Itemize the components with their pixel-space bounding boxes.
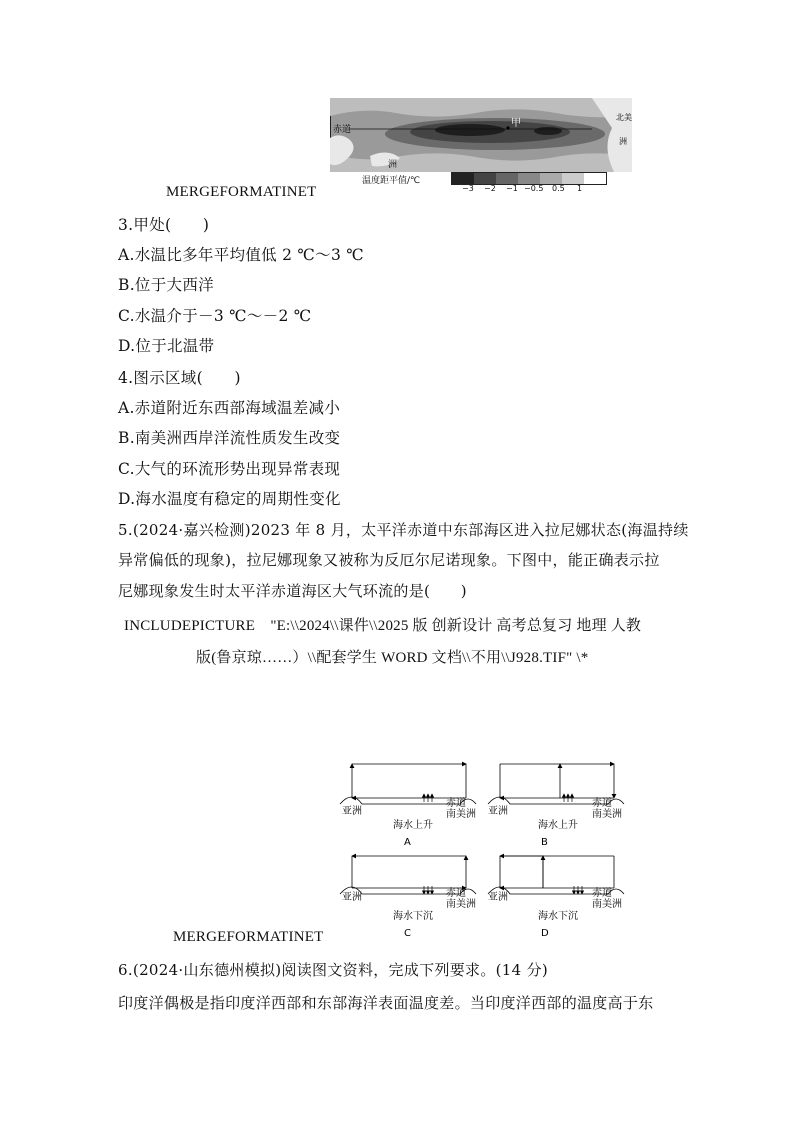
diagram-a-right-label-2: 南美洲	[446, 809, 476, 820]
q5-line-1: 5.(2024·嘉兴检测)2023 年 8 月，太平洋赤道中东部海区进入拉尼娜状态(海温持续	[118, 521, 689, 539]
q4-option-b: B.南美洲西岸洋流性质发生改变	[118, 429, 341, 447]
legend-tick: 0.5	[552, 184, 565, 193]
label-jia: 甲	[511, 118, 521, 129]
anomaly-core-east	[534, 127, 562, 135]
diagram-a-water: 海水上升	[393, 820, 433, 831]
q4-stem: 4.图示区域( )	[118, 369, 241, 387]
legend-swatch	[584, 173, 606, 184]
merge-format-field-1: MERGEFORMATINET	[166, 184, 317, 200]
sst-anomaly-map	[330, 98, 632, 172]
diagram-b-right-label-1: 赤道	[592, 798, 612, 809]
q5-line-3: 尼娜现象发生时太平洋赤道海区大气环流的是( )	[118, 582, 467, 600]
diagram-d-right-label-2: 南美洲	[592, 899, 622, 910]
diagram-c-right-label-2: 南美洲	[446, 899, 476, 910]
legend-title: 温度距平值/℃	[362, 176, 421, 186]
diagram-b-water: 海水上升	[538, 820, 578, 831]
include-picture-line-2: 版(鲁京琼……）\\配套学生 WORD 文档\\不用\\J928.TIF" \*	[196, 650, 589, 666]
anomaly-core-west	[435, 124, 505, 136]
diagram-c-right-label-1: 赤道	[446, 888, 466, 899]
legend-tick: −3	[462, 184, 474, 193]
q5-line-2: 异常偏低的现象)，拉尼娜现象又被称为反厄尔尼诺现象。下图中，能正确表示拉	[118, 551, 660, 569]
circulation-diagrams	[338, 758, 638, 948]
include-picture-line-1: INCLUDEPICTURE "E:\\2024\\课件\\2025 版 创新设计 高考总复习 地理 人教	[124, 618, 642, 634]
label-north-america-1: 北美	[616, 113, 632, 122]
diagram-c-letter: C	[404, 928, 411, 939]
diagram-a-right-label-1: 赤道	[446, 798, 466, 809]
legend-tick: 1	[577, 184, 583, 193]
diagram-b-left-label: 亚洲	[488, 806, 508, 817]
diagram-d-letter: D	[541, 928, 549, 939]
q4-option-c: C.大气的环流形势出现异常表现	[118, 460, 341, 478]
q3-option-d: D.位于北温带	[118, 337, 215, 355]
q4-option-d: D.海水温度有稳定的周期性变化	[118, 490, 341, 508]
diagram-b-letter: B	[541, 837, 548, 848]
point-jia	[506, 126, 509, 129]
diagram-c-water: 海水下沉	[393, 911, 433, 922]
diagram-c-left-label: 亚洲	[342, 892, 362, 903]
q3-stem: 3.甲处( )	[118, 216, 210, 234]
legend-swatch	[562, 173, 584, 184]
q4-option-a: A.赤道附近东西部海域温差减小	[118, 399, 341, 417]
legend-swatch	[452, 173, 474, 184]
q3-option-b: B.位于大西洋	[118, 276, 214, 294]
legend-tick: −1	[506, 184, 518, 193]
legend-swatch	[496, 173, 518, 184]
label-north-america-2: 洲	[619, 137, 627, 146]
q3-option-c: C.水温介于－3 ℃～－2 ℃	[118, 307, 312, 325]
diagram-d-left-label: 亚洲	[488, 892, 508, 903]
q6-stem: 6.(2024·山东德州模拟)阅读图文资料，完成下列要求。(14 分)	[118, 961, 549, 979]
legend-tick: −0.5	[524, 184, 544, 193]
diagram-a-left-label: 亚洲	[342, 806, 362, 817]
diagram-b-right-label-2: 南美洲	[592, 809, 622, 820]
diagram-d-right-label-1: 赤道	[592, 888, 612, 899]
sst-anomaly-map-svg	[330, 98, 632, 172]
legend-swatch	[474, 173, 496, 184]
label-equator: 赤道	[333, 125, 352, 135]
legend-swatch	[540, 173, 562, 184]
legend-swatch	[518, 173, 540, 184]
legend-tick: −2	[484, 184, 496, 193]
q6-text-1: 印度洋偶极是指印度洋西部和东部海洋表面温度差。当印度洋西部的温度高于东	[118, 994, 654, 1012]
label-continent: 洲	[388, 160, 398, 170]
merge-format-field-2: MERGEFORMATINET	[173, 929, 324, 945]
q3-option-a: A.水温比多年平均值低 2 ℃～3 ℃	[118, 246, 365, 264]
circulation-diagrams-svg	[338, 758, 638, 948]
diagram-d-water: 海水下沉	[538, 911, 578, 922]
diagram-a-letter: A	[404, 837, 411, 848]
